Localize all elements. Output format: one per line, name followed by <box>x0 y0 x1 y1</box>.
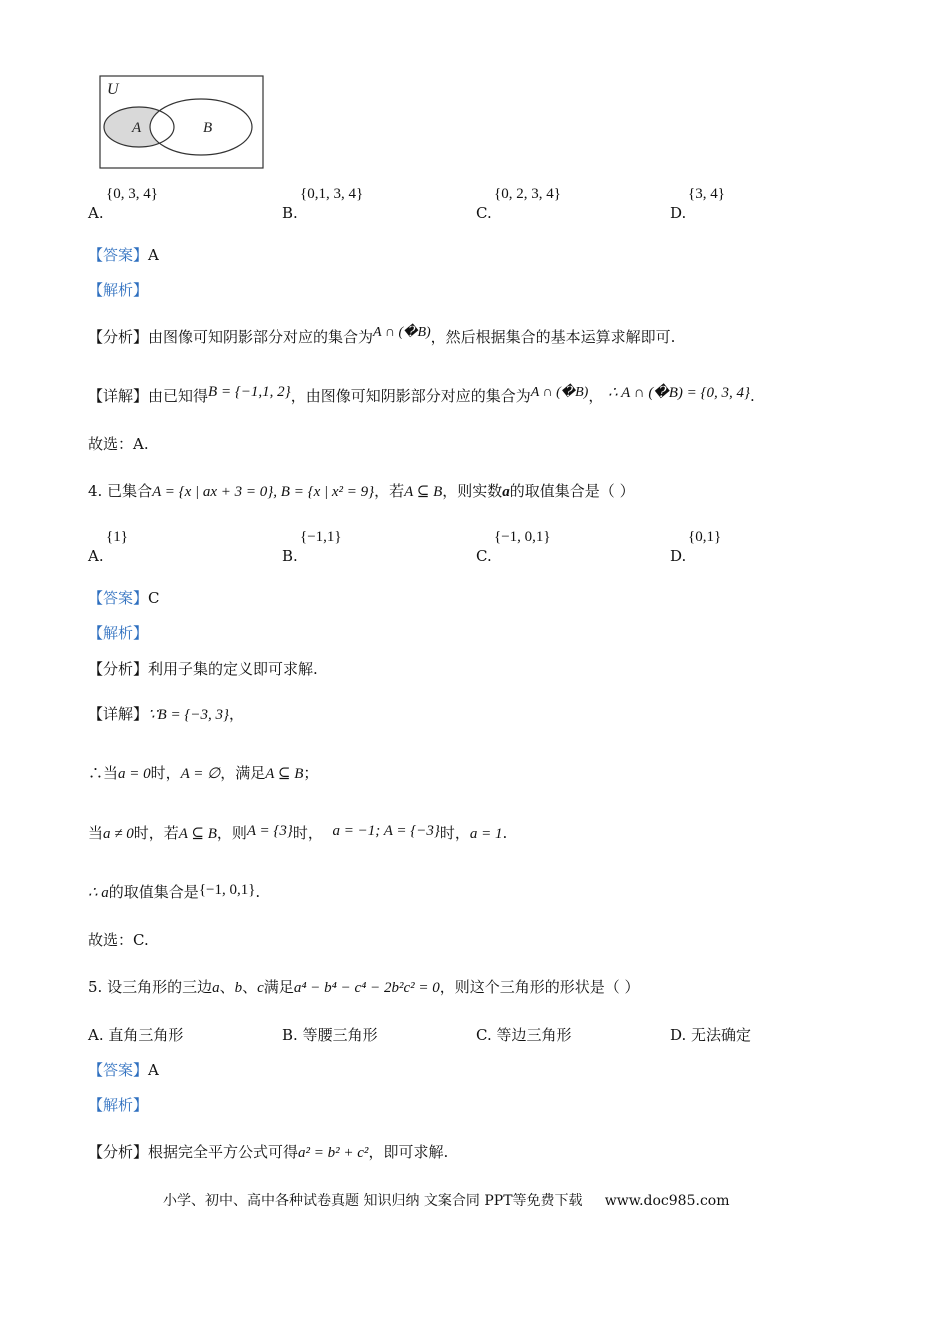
option-label: B. <box>282 1026 298 1044</box>
option-label: C. <box>476 547 492 565</box>
q3-xiangjie <box>88 386 755 408</box>
math: A ⊆ B <box>404 484 443 500</box>
option-label: D. <box>670 1026 687 1044</box>
option-label: A. <box>88 204 104 222</box>
q5-option-a[interactable] <box>88 1025 183 1045</box>
q3-fenxi <box>88 327 675 349</box>
math: a = −1; A = {−3} <box>332 823 440 839</box>
math: B = {−1,1, 2} <box>208 384 291 400</box>
q5-option-b[interactable] <box>282 1025 378 1045</box>
q5-option-c[interactable] <box>476 1025 572 1045</box>
option-value: {3, 4} <box>688 186 725 202</box>
text: ，满足 <box>220 764 266 782</box>
option-value: 等腰三角形 <box>302 1026 378 1044</box>
text: ∴当 <box>88 764 119 782</box>
fenxi-tag: 【分析】 <box>88 1143 149 1161</box>
option-label: A. <box>88 547 104 565</box>
q4-xiangjie-2 <box>88 763 318 784</box>
math: {−1, 0,1} <box>198 882 256 898</box>
text: 时， <box>292 824 323 842</box>
answer-tag: 【答案】 <box>88 589 149 607</box>
text: 的取值集合是 <box>108 883 199 901</box>
text: 时，若 <box>133 824 179 842</box>
option-label: D. <box>670 547 687 565</box>
math: a = 0 <box>118 766 151 782</box>
text: 时， <box>439 824 470 842</box>
option-label: A. <box>88 1026 104 1044</box>
text: 由图像可知阴影部分对应的集合为 <box>148 328 374 346</box>
math: b <box>234 980 243 996</box>
a-label: A <box>132 120 142 136</box>
math: A ∩ (�B) <box>530 385 589 400</box>
footer-text: 小学、初中、高中各种试卷真题 知识归纳 文案合同 PPT等免费下载 <box>163 1193 583 1209</box>
option-value: {0, 3, 4} <box>106 186 158 202</box>
text: 5. 设三角形的三边 <box>88 978 213 996</box>
text: ， <box>228 705 244 723</box>
q5-fenxi <box>88 1142 448 1163</box>
option-label: B. <box>282 547 298 565</box>
text: . <box>255 883 261 901</box>
option-value: 无法确定 <box>691 1026 752 1044</box>
text: 4. 已集合 <box>88 482 153 500</box>
math: c <box>257 980 264 996</box>
q3-answer <box>88 245 159 265</box>
q3-jiexi-tag: 【解析】 <box>88 281 149 299</box>
q4-xiangjie-1 <box>88 704 244 725</box>
text: 、 <box>219 978 235 996</box>
text: ， <box>588 387 604 405</box>
math: A = ∅ <box>180 766 221 782</box>
q4-xiangjie-3 <box>88 823 507 844</box>
text: 当 <box>88 824 104 842</box>
text: ，则实数 <box>442 482 503 500</box>
q4-jiexi-tag: 【解析】 <box>88 624 149 642</box>
option-value: {0, 2, 3, 4} <box>494 186 561 202</box>
math: a <box>502 484 510 500</box>
answer-value: A <box>148 1061 159 1079</box>
option-value: {−1, 0,1} <box>494 529 551 545</box>
fenxi-tag: 【分析】 <box>88 328 149 346</box>
answer-tag: 【答案】 <box>88 246 149 264</box>
text: 、 <box>242 978 258 996</box>
u-label: U <box>107 81 119 98</box>
q4-xiangjie-4 <box>88 882 260 903</box>
math: A = {x | ax + 3 = 0}, B = {x | x² = 9} <box>152 484 375 500</box>
q5-stem <box>88 977 640 998</box>
text: ，则 <box>216 824 247 842</box>
math: A ⊆ B <box>265 766 304 782</box>
option-value: {1} <box>106 529 128 545</box>
answer-value: A <box>148 246 159 264</box>
math: a² = b² + c² <box>298 1145 369 1161</box>
math: ∴ A ∩ (�B) = {0, 3, 4} <box>608 385 751 401</box>
q5-jiexi-tag: 【解析】 <box>88 1096 149 1114</box>
xiangjie-tag: 【详解】 <box>88 705 149 723</box>
math: A ⊆ B <box>178 826 217 842</box>
math: ∴ a <box>88 885 109 901</box>
q4-stem <box>88 481 635 502</box>
option-value: {−1,1} <box>300 529 342 545</box>
option-label: D. <box>670 204 687 222</box>
option-value: 等边三角形 <box>496 1026 572 1044</box>
text: 由已知得 <box>148 387 209 405</box>
text: ，由图像可知阴影部分对应的集合为 <box>290 387 531 405</box>
option-value: {0,1, 3, 4} <box>300 186 364 202</box>
q4-guxuan: 故选：C. <box>88 931 149 949</box>
q4-answer <box>88 588 160 608</box>
option-value: 直角三角形 <box>108 1026 184 1044</box>
footer <box>163 1191 729 1211</box>
text: 时， <box>150 764 181 782</box>
answer-tag: 【答案】 <box>88 1061 149 1079</box>
q4-fenxi <box>88 659 318 679</box>
math: ∵B = {−3, 3} <box>148 707 229 723</box>
math: a = 1 <box>469 826 503 842</box>
venn-diagram <box>99 75 265 170</box>
q5-answer <box>88 1060 159 1080</box>
math: A ∩ (�B) <box>373 325 431 340</box>
math: A = {3} <box>246 823 293 839</box>
text: ，然后根据集合的基本运算求解即可. <box>430 328 676 346</box>
b-label: B <box>203 120 213 136</box>
text: ，若 <box>374 482 405 500</box>
text: ，即可求解. <box>368 1143 449 1161</box>
option-label: C. <box>476 204 492 222</box>
xiangjie-tag: 【详解】 <box>88 387 149 405</box>
text: 满足 <box>263 978 294 996</box>
q3-guxuan: 故选：A. <box>88 435 149 453</box>
text: 的取值集合是（ ） <box>509 482 635 500</box>
option-label: C. <box>476 1026 492 1044</box>
q5-option-d[interactable] <box>670 1025 751 1045</box>
answer-value: C <box>148 589 160 607</box>
footer-url[interactable]: www.doc985.com <box>604 1193 730 1209</box>
option-label: B. <box>282 204 298 222</box>
math: a⁴ − b⁴ − c⁴ − 2b²c² = 0 <box>293 980 440 996</box>
text: ，则这个三角形的形状是（ ） <box>439 978 640 996</box>
text: 利用子集的定义即可求解. <box>148 660 318 678</box>
text: ； <box>303 764 319 782</box>
math: a ≠ 0 <box>103 826 134 842</box>
option-value: {0,1} <box>688 529 722 545</box>
text: 根据完全平方公式可得 <box>148 1143 299 1161</box>
fenxi-tag: 【分析】 <box>88 660 149 678</box>
text: . <box>502 824 508 842</box>
text: . <box>750 387 755 405</box>
math: a <box>212 980 220 996</box>
